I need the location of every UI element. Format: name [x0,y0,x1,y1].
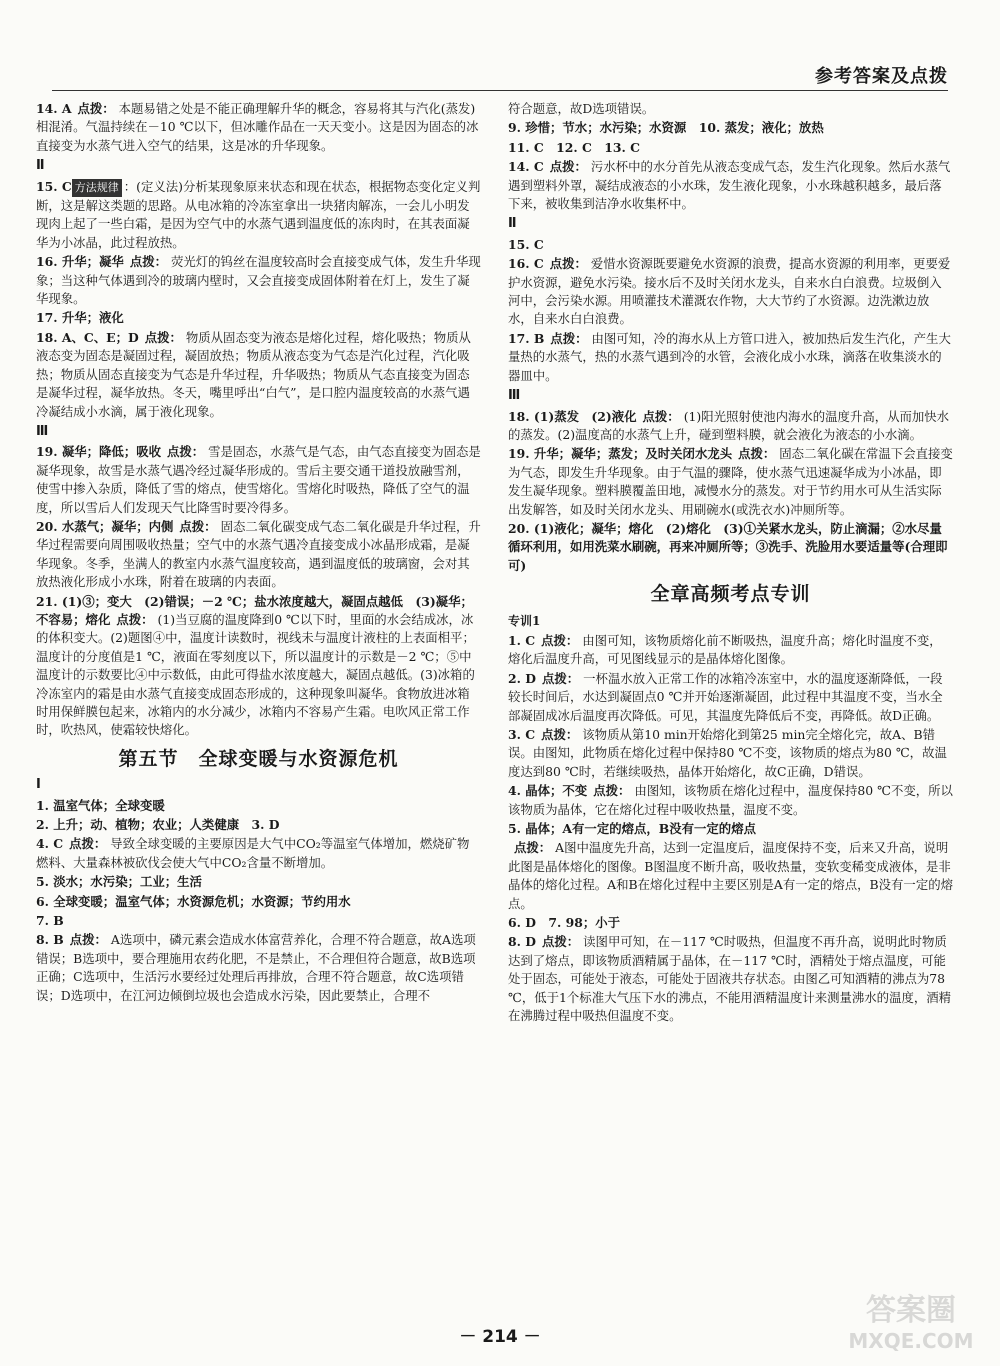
answer-item [508,158,953,213]
answer-key: 8. B [36,932,64,948]
answer-key: 5. 淡水；水污染；工业；生活 [36,874,202,890]
answer-explanation: (1)当豆腐的温度降到0 ℃以下时，里面的水会结成冰，冰的体积变大。(2)题图④中，温度计读数时，视线未与温度计液柱的上表面相平；温度计的分度值是1 ℃，液面在零刻度以下，所以温度计的示数是－2 ℃；⑤中温度计的示数要比④中示数低，由此可得盐水浓度越大，凝固点越低。(3)冰箱的冷冻室内的霜是由水蒸气直接变成固态形成的，这种现象叫凝华。食物放进冰箱时用保鲜膜包起来，冰箱内的水分减少，冰箱内不容易产生霜。电吹风正常工作时，吹热风，使霜较快熔化。 [36,611,475,738]
difficulty-level-marker: Ⅰ [36,777,41,793]
answer-key: 15. C [36,178,72,194]
answer-key: 2. D [508,670,536,686]
answer-item [36,178,481,253]
difficulty-level-marker: Ⅲ [508,388,521,404]
answer-item [36,873,481,891]
answer-key: 11. C 12. C 13. C [508,139,640,155]
answer-key: 8. D [508,934,536,950]
answer-item [36,518,481,592]
watermark-text-2: MXQE.COM [848,1329,974,1353]
answer-explanation: (1)阳光照射使池内海水的温度升高，从而加快水的蒸发。(2)温度高的水蒸气上升，碰到塑料膜，就会液化为液态的小水滴。 [508,408,950,442]
answer-key: 14. A [36,101,72,116]
watermark-logo [836,1286,986,1356]
answer-key: 16. C [508,256,544,272]
answer-explanation: 污水杯中的水分首先从液态变成气态，发生汽化现象。然后水蒸气遇到塑料外罩，凝结成液态的小水珠，发生液化现象，小水珠越积越多，最后落下来，被收集到洁净水收集杯中。 [508,159,951,212]
answer-item [508,119,953,137]
answer-explanation: 荧光灯的钨丝在温度较高时会直接变成气体，发生升华现象；当这种气体遇到冷的玻璃内壁时，又会直接变成固体附着在灯上，发生了凝华现象。 [36,254,481,307]
answer-key: 17. 升华；液化 [36,310,124,326]
answer-item [36,816,481,834]
answer-key: 19. 凝华；降低；吸收 [36,444,161,460]
answer-item [508,839,953,913]
answer-explanation: 爱惜水资源既要避免水资源的浪费，提高水资源的利用率，更要爱护水资源，避免水污染。接水后不及时关闭水龙头，自来水白白浪费。垃圾倒入河中，会污染水源。用喷灌技术灌溉农作物，大大节约了水资源。边洗漱边放水，自来水白白浪费。 [508,256,951,327]
answer-key: 18. (1)蒸发 (2)液化 [508,408,637,424]
hint-label: 点拨： [549,159,587,175]
difficulty-level-marker: Ⅱ [36,158,45,174]
answer-explanation: 固态二氧化碳变成气态二氧化碳是升华过程，升华过程需要向周围吸收热量；空气中的水蒸气遇冷直接变成小冰晶形成霜，是凝华现象。冬季，坐满人的教室内水蒸气温度较高，遇到温度低的玻璃窗，会对其放热液化形成小水珠，附着在玻璃的内表面。 [36,518,481,590]
hint-label: 点拨： [541,727,579,742]
answer-explanation: ：(定义法)分析某现象原来状态和现在状态，根据物态变化定义判断，这是解这类题的思路。从电冰箱的冷冻室拿出一块猪肉解冻，一会儿小明发现肉上起了一些白霜，是因为空气中的水蒸气遇到温度低的冻肉时，在其表面凝华为小冰晶，此过程放热。 [36,178,481,250]
answer-key: 17. B [508,330,545,346]
answer-key: 1. 温室气体；全球变暖 [36,797,165,813]
hint-label: 点拨： [642,408,680,424]
header-title: 参考答案及点拨 [815,66,948,87]
answer-explanation: 雪是固态，水蒸气是气态，由气态直接变为固态是凝华现象，故雪是水蒸气遇冷经过凝华形成的。雪后主要交通干道投放融雪剂，使雪中掺入杂质，降低了雪的熔点，使雪熔化。雪熔化时吸热，降低了空气的温度，所以雪后人们发现天气比降雪时要冷得多。 [36,444,481,515]
answer-explanation: 本题易错之处是不能正确理解升华的概念，容易将其与汽化(蒸发)相混淆。气温持续在－10 ℃以下，但冰雕作品在一天天变小。这是因为固态的冰直接变为水蒸气进入空气的结果，这是冰的升华现象。 [36,101,479,153]
hint-label: 点拨： [167,444,205,460]
hint-label: 点拨： [77,101,115,116]
review-title: 全章高频考点专训 [650,583,811,606]
answer-item [508,782,953,819]
answer-explanation: 由图可知，该物质熔化前不断吸热，温度升高；熔化时温度不变，熔化后温度升高，可见图线显示的是晶体熔化图像。 [508,632,942,667]
right-column [508,100,953,1027]
answer-item [36,253,481,308]
answer-explanation: 由图可知，冷的海水从上方管口进入，被加热后发生汽化，产生大量热的水蒸气，热的水蒸气遇到冷的水管，会液化成小水珠，滴落在收集淡水的器皿中。 [508,330,951,383]
review-sub-label: 专训1 [508,613,541,628]
hint-label: 点拨： [738,446,776,462]
answer-key: 4. C [36,836,64,852]
page-number: － 214 － [459,1327,541,1347]
answer-key: 4. 晶体；不变 [508,783,588,799]
answer-key: 9. 珍惜；节水；水污染；水资源 10. 蒸发；液化；放热 [508,120,824,136]
answer-item [508,914,953,932]
hint-label: 点拨： [542,670,580,686]
answer-item [508,520,953,575]
hint-label: 点拨： [179,518,217,534]
answer-key: 20. 水蒸气；凝华；内侧 [36,518,174,534]
hint-label: 点拨： [144,329,182,345]
answer-key: 6. 全球变暖；温室气体；水资源危机；水资源；节约用水 [36,893,351,909]
answer-item [36,443,481,517]
answer-key: 6. D 7. 98；小于 [508,915,621,931]
section-title: 第五节 全球变暖与水资源危机 [118,747,399,770]
answer-item [36,309,481,327]
difficulty-level-marker: Ⅱ [508,216,517,232]
answer-explanation: 固态二氧化碳在常温下会直接变为气态，即发生升华现象。由于气温的骤降，使水蒸气迅速凝华成为小冰晶，即发生凝华现象。塑料膜覆盖田地，减慢水分的蒸发。对于节约用水可从生活实际出发解答，如及时关闭水龙头、用刷碗水(或洗衣水)冲厕所等。 [508,446,953,517]
answer-explanation: 符合题意，故D选项错误。 [508,101,655,116]
left-column [36,100,481,1006]
answer-explanation: 读图甲可知，在－117 ℃时吸热，但温度不再升高，说明此时物质达到了熔点，即该物质酒精属于晶体，在－117 ℃时，酒精处于熔点温度，可能处于固态，可能处于液态，可能处于固液共存状态。由图乙可知酒精的沸点为78 ℃，低于1个标准大气压下水的沸点，不能用酒精温度计来测量沸水的温度，酒精在沸腾过程中吸热但温度不变。 [508,934,952,1024]
answer-item [508,236,953,254]
answer-item [36,835,481,872]
answer-item [36,593,481,740]
answer-item [508,820,953,838]
answer-key: 18. A、C、E；D [36,329,139,345]
answer-explanation: 一杯温水放入正常工作的冰箱冷冻室中，水的温度逐渐降低，一段较长时间后，水达到凝固点0 ℃并开始逐渐凝固，此过程中其温度不变，当水全部凝固成冰后温度再次降低。可见，其温度先降低后不变，再降低。故D正确。 [508,670,943,723]
answer-key: 15. C [508,236,544,252]
hint-label: 点拨： [129,254,167,270]
answer-item [508,726,953,781]
hint-label: 点拨： [542,934,580,950]
answer-key: 5. 晶体；A有一定的熔点，B没有一定的熔点 [508,821,756,837]
method-tag: 方法规律 [72,179,122,197]
answer-key: 7. B [36,913,64,929]
hint-label: 点拨： [69,836,107,852]
answer-explanation: 导致全球变暖的主要原因是大气中CO₂等温室气体增加，燃烧矿物燃料、大量森林被砍伐会使大气中CO₂含量不断增加。 [36,836,470,870]
answer-item [36,100,481,155]
answer-key: 19. 升华；凝华；蒸发；及时关闭水龙头 [508,446,733,462]
answer-key: 14. C [508,159,544,175]
answer-key: 2. 上升；动、植物；农业；人类健康 3. D [36,817,280,833]
answer-key: 16. 升华；凝华 [36,254,124,270]
answer-item [508,408,953,445]
hint-label: 点拨： [541,632,579,648]
hint-label: 点拨： [550,330,588,346]
answer-item [36,893,481,911]
answer-item [508,632,953,669]
answer-explanation: 由图知，该物质在熔化过程中，温度保持80 ℃不变，所以该物质为晶体，它在熔化过程中吸收热量，温度不变。 [508,783,953,817]
answer-item [508,255,953,329]
answer-item [36,931,481,1005]
answer-explanation: 物质从固态变为液态是熔化过程，熔化吸热；物质从液态变为固态是凝固过程，凝固放热；物质从液态变为气态是汽化过程，汽化吸热；物质从固态直接变为气态是升华过程，升华吸热；物质从气态直接变为固态是凝华过程，凝华放热。冬天，嘴里呼出“白气”，是口腔内温度较高的水蒸气遇冷凝结成小水滴，属于液化现象。 [36,329,471,419]
answer-item [36,912,481,930]
answer-item [508,100,953,118]
answer-explanation: 该物质从第10 min开始熔化到第25 min完全熔化完，故A、B错误。由图知，此物质在熔化过程中保持80 ℃不变，该物质的熔点为80 ℃，故温度达到80 ℃时，若继续吸热，晶体开始熔化，故C正确，D错误。 [508,727,947,779]
answer-item [508,445,953,519]
answer-key: 1. C [508,632,536,648]
answer-explanation: A图中温度先升高，达到一定温度后，温度保持不变，后来又升高，说明此图是晶体熔化的图像。B图温度不断升高，吸收热量，变软变稀变成液体，是非晶体的熔化过程。A和B在熔化过程中主要区别是A有一定的熔点，B没有一定的熔点。 [508,840,953,911]
hint-label: 点拨： [549,256,587,272]
hint-label: 点拨： [593,783,631,799]
answer-key: 3. C [508,727,536,742]
watermark-text-1: 答案圈 [866,1293,956,1328]
hint-label: 点拨： [69,932,107,948]
answer-item [508,933,953,1025]
difficulty-level-marker: Ⅲ [36,423,49,439]
answer-explanation: A选项中，磷元素会造成水体富营养化，合理不符合题意，故A选项错误；B选项中，要合理施用农药化肥，不是禁止，不合理但符合题意，故B选项正确；C选项中，生活污水要经过处理后再排放，合理不符合题意，故C选项错误；D选项中，在江河边倾倒垃圾也会造成水污染，因此要禁止，合理不 [36,932,476,1003]
answer-item [508,139,953,157]
answer-key: 21. (1)③；变大 (2)错误；－2 ℃；盐水浓度越大，凝固点越低 (3)凝华；不容易；熔化 [36,593,473,627]
hint-label: 点拨： [116,611,154,627]
answer-item [508,330,953,385]
answer-item [508,670,953,725]
hint-label: 点拨： [514,840,552,856]
answer-item [36,797,481,815]
page-header [52,56,948,91]
answer-key: 20. (1)液化；凝华；熔化 (2)熔化 (3)①关紧水龙头，防止滴漏；②水尽量循环利用，如用洗菜水刷碗，再来冲厕所等；③洗手、洗脸用水要适量等(合理即可) [508,520,948,573]
answer-item [36,329,481,421]
